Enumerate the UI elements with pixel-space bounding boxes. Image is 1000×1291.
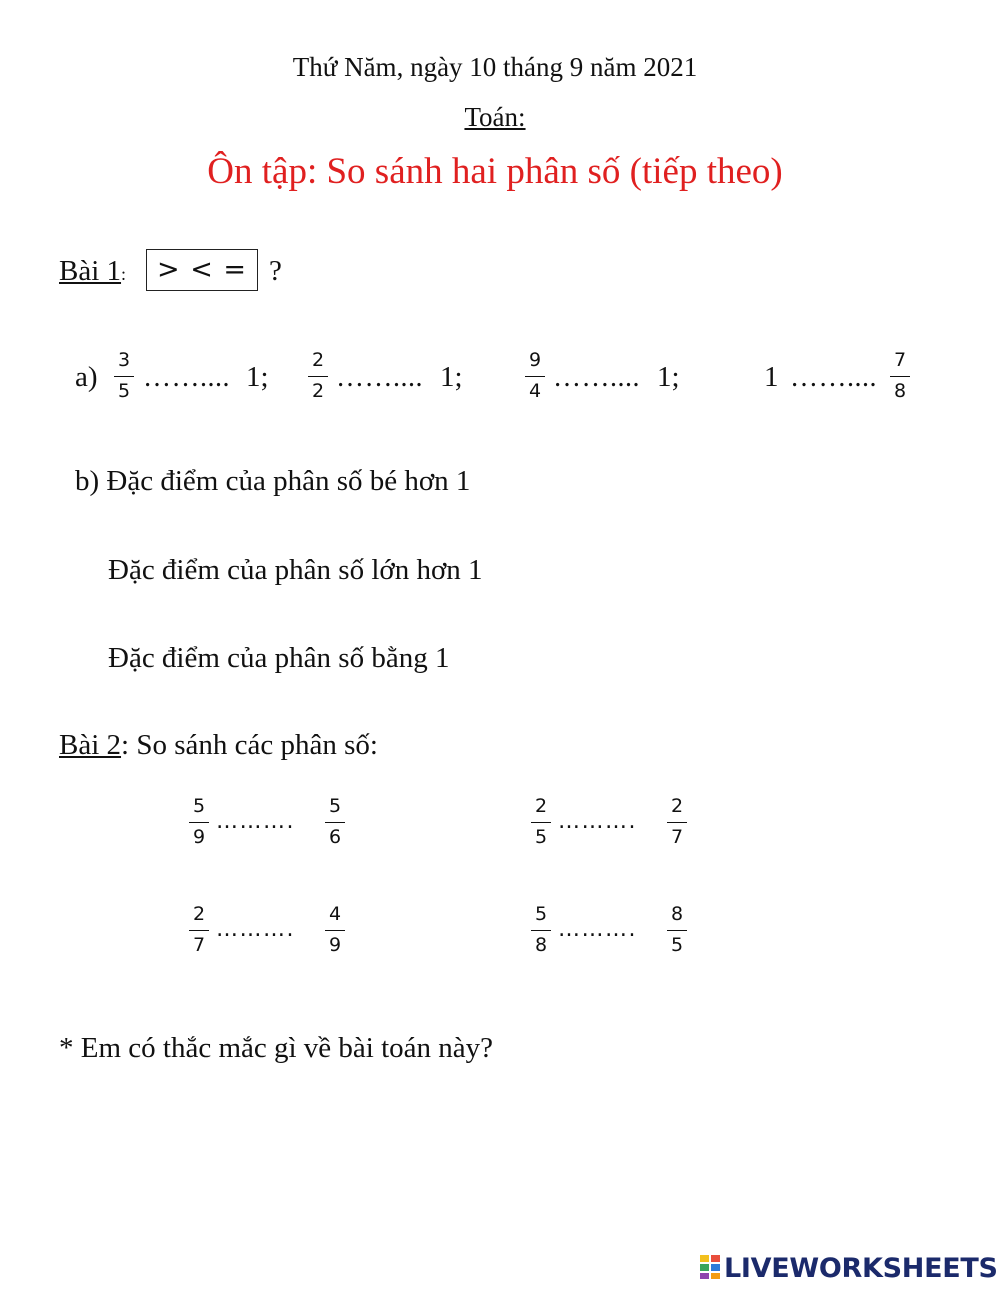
- fraction-bar: [308, 376, 328, 377]
- fraction-bar: [531, 930, 551, 931]
- exercise-2-heading: [59, 729, 378, 762]
- fraction-bar: [325, 930, 345, 931]
- fraction-b1-right: [323, 797, 347, 850]
- fraction-a4: [888, 351, 912, 404]
- fraction-bar: [189, 822, 209, 823]
- fraction-numerator: 2: [311, 349, 325, 371]
- fraction-denominator: 5: [534, 826, 548, 848]
- fraction-numerator: 5: [328, 795, 342, 817]
- exercise-2-text: : So sánh các phân số:: [121, 729, 378, 761]
- fraction-numerator: 2: [670, 795, 684, 817]
- fraction-numerator: 5: [192, 795, 206, 817]
- fraction-b3-right: [323, 905, 347, 958]
- fraction-bar: [189, 930, 209, 931]
- lesson-title: Ôn tập: So sánh hai phân số (tiếp theo): [207, 151, 783, 192]
- fraction-denominator: 8: [534, 934, 548, 956]
- fraction-a3: [523, 351, 547, 404]
- answer-blank-a3[interactable]: ……....: [553, 362, 640, 393]
- fraction-b4-right: [665, 905, 689, 958]
- exercise-2-label: Bài 2: [59, 729, 122, 761]
- fraction-bar: [531, 822, 551, 823]
- part-b-line-greater: Đặc điểm của phân số lớn hơn 1: [108, 554, 483, 586]
- fraction-a1: [112, 351, 136, 404]
- liveworksheets-logo: [699, 1254, 998, 1284]
- fraction-a2: [306, 351, 330, 404]
- part-a-label: a): [75, 361, 98, 393]
- answer-blank-b4[interactable]: ……….: [558, 917, 637, 942]
- fraction-numerator: 9: [528, 349, 542, 371]
- compare-value-a2: 1;: [440, 361, 463, 393]
- fraction-numerator: 8: [670, 903, 684, 925]
- subject-label: [0, 102, 990, 133]
- fraction-bar: [667, 822, 687, 823]
- answer-blank-a4[interactable]: ……....: [790, 362, 877, 393]
- comparison-signs-box: > < =: [146, 249, 258, 291]
- fraction-bar: [890, 376, 910, 377]
- fraction-numerator: 4: [328, 903, 342, 925]
- fraction-numerator: 5: [534, 903, 548, 925]
- fraction-numerator: 7: [893, 349, 907, 371]
- compare-value-a4: 1: [764, 361, 779, 393]
- fraction-bar: [525, 376, 545, 377]
- exercise-1-heading: [59, 255, 126, 288]
- fraction-denominator: 8: [893, 380, 907, 402]
- fraction-denominator: 5: [670, 934, 684, 956]
- fraction-bar: [667, 930, 687, 931]
- question-prompt: * Em có thắc mắc gì về bài toán này?: [59, 1032, 494, 1064]
- logo-cubes-icon: [699, 1254, 721, 1280]
- compare-value-a1: 1;: [246, 361, 269, 393]
- fraction-denominator: 5: [117, 380, 131, 402]
- logo-text: LIVEWORKSHEETS: [724, 1253, 998, 1284]
- answer-blank-b1[interactable]: ……….: [216, 809, 295, 834]
- part-b-line-equal: Đặc điểm của phân số bằng 1: [108, 642, 450, 674]
- fraction-denominator: 9: [328, 934, 342, 956]
- answer-blank-b2[interactable]: ……….: [558, 809, 637, 834]
- fraction-b2-left: [529, 797, 553, 850]
- fraction-bar: [325, 822, 345, 823]
- subject-text: Toán:: [464, 102, 526, 132]
- fraction-numerator: 2: [192, 903, 206, 925]
- answer-blank-b3[interactable]: ……….: [216, 917, 295, 942]
- exercise-1-colon: :: [121, 264, 127, 284]
- fraction-denominator: 9: [192, 826, 206, 848]
- fraction-b2-right: [665, 797, 689, 850]
- compare-value-a3: 1;: [657, 361, 680, 393]
- fraction-b1-left: [187, 797, 211, 850]
- question-mark: ?: [269, 255, 282, 287]
- fraction-bar: [114, 376, 134, 377]
- answer-blank-a1[interactable]: ……....: [143, 362, 230, 393]
- fraction-denominator: 7: [192, 934, 206, 956]
- fraction-numerator: 2: [534, 795, 548, 817]
- answer-blank-a2[interactable]: ……....: [336, 362, 423, 393]
- part-b-line-less: b) Đặc điểm của phân số bé hơn 1: [75, 465, 471, 497]
- fraction-denominator: 6: [328, 826, 342, 848]
- fraction-numerator: 3: [117, 349, 131, 371]
- fraction-b4-left: [529, 905, 553, 958]
- fraction-denominator: 2: [311, 380, 325, 402]
- date-line: Thứ Năm, ngày 10 tháng 9 năm 2021: [292, 52, 698, 82]
- fraction-denominator: 7: [670, 826, 684, 848]
- exercise-1-label: Bài 1: [59, 255, 122, 287]
- fraction-denominator: 4: [528, 380, 542, 402]
- fraction-b3-left: [187, 905, 211, 958]
